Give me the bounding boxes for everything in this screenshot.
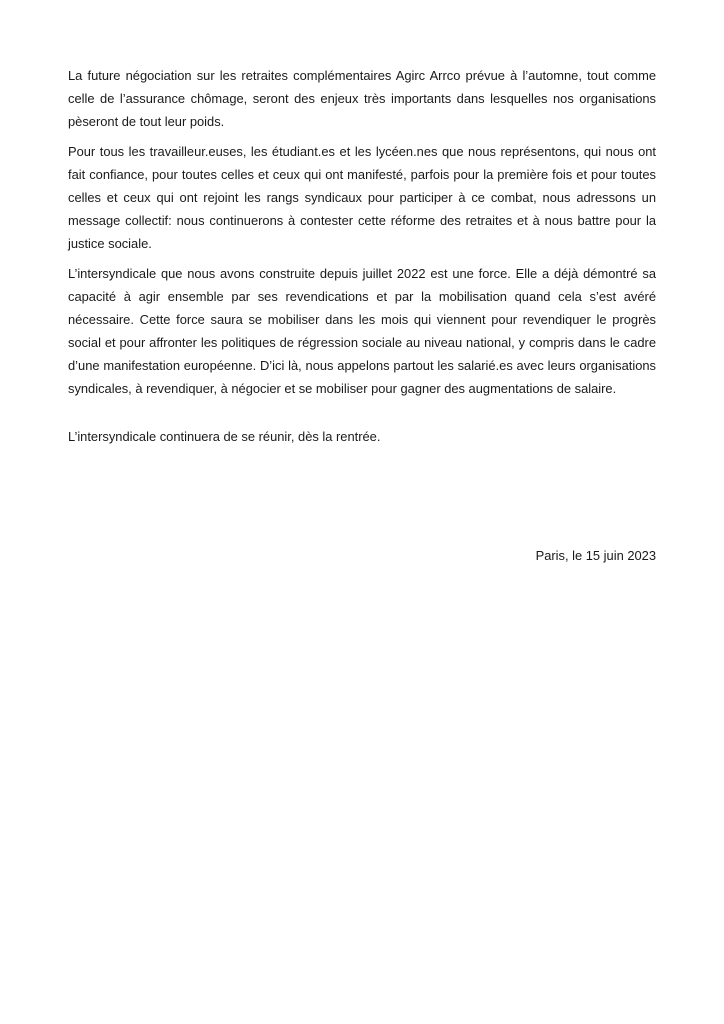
paragraph-message-collectif: Pour tous les travailleur.euses, les étudiant.es et les lycéen.nes que nous représentons, qui nous ont fait confiance, pour toutes celles et ceux qui ont manifesté, parfois pour la première fois et pour toutes celles et ceux qui ont rejoint les rangs syndicaux pour participer à ce combat, nous adressons un message collectif: nous continuerons à contester cette réforme des retraites et à nous battre pour la justice sociale.: [68, 144, 656, 251]
paragraph-closing-line: L’intersyndicale continuera de se réunir, dès la rentrée.: [68, 429, 381, 444]
paragraph-intersyndicale-force: L’intersyndicale que nous avons construite depuis juillet 2022 est une force. Elle a déjà démontré sa capacité à agir ensemble par ses revendications et par la mobilisation quand cela s’est avéré nécessaire. Cette force saura se mobiliser dans les mois qui viennent pour revendiquer le progrès social et pour affronter les politiques de régression sociale au niveau national, y compris dans le cadre d’une manifestation européenne. D’ici là, nous appelons partout les salarié.es avec leurs organisations syndicales, à revendiquer, à négocier et se mobiliser pour gagner des augmentations de salaire.: [68, 266, 656, 396]
dateline: Paris, le 15 juin 2023: [535, 548, 656, 563]
paragraph-negociation-agirc-arrco: La future négociation sur les retraites complémentaires Agirc Arrco prévue à l’automne, tout comme celle de l’assurance chômage, seront des enjeux très importants dans lesquelles nos organisations pèseront de tout leur poids.: [68, 68, 656, 129]
